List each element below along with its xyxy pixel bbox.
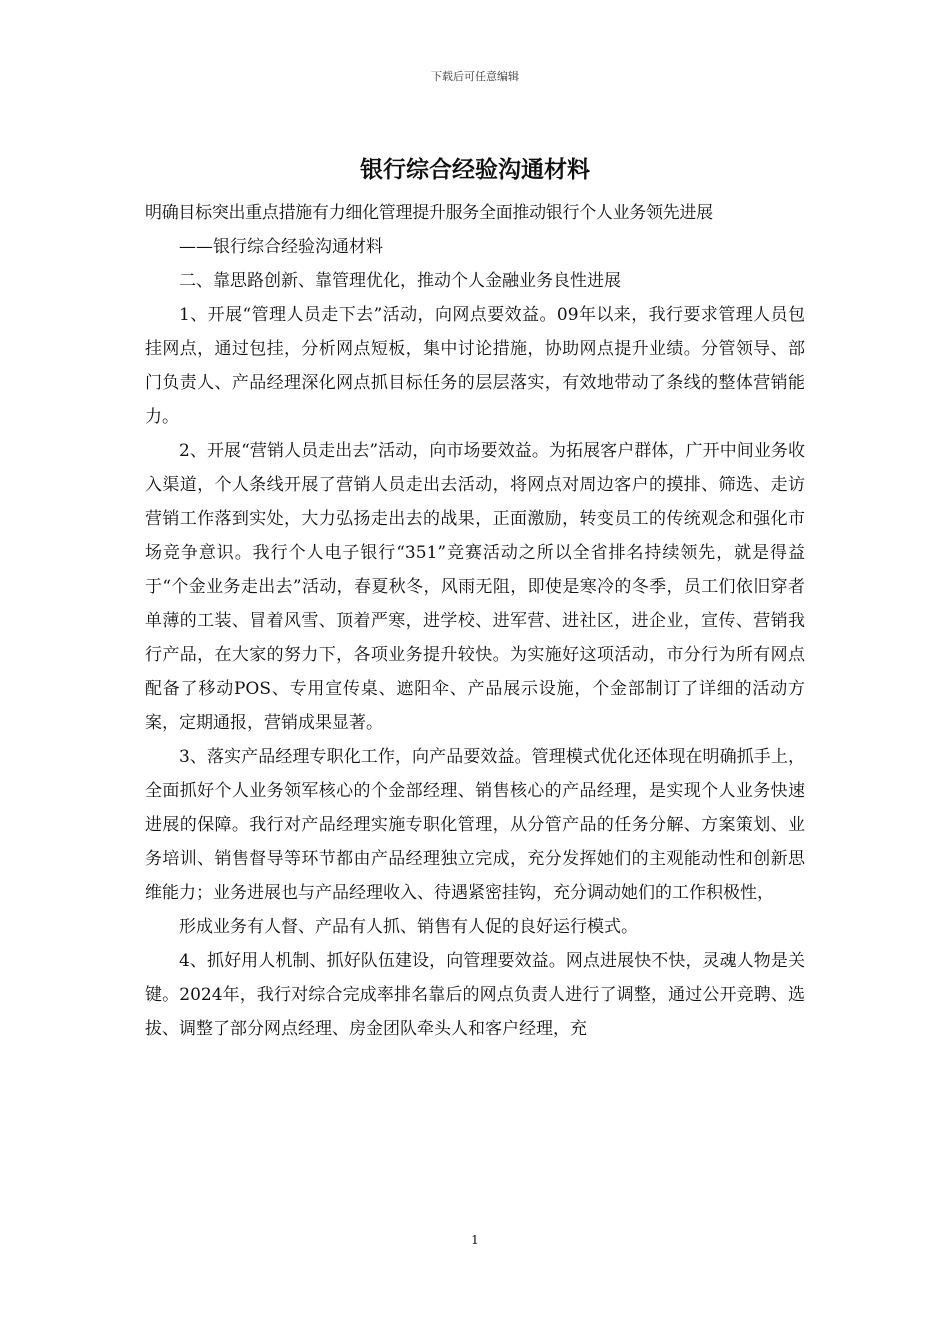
document-subtitle-secondary: ——银行综合经验沟通材料 — [179, 237, 383, 257]
paragraph-3: 3、落实产品经理专职化工作，向产品要效益。管理模式优化还体现在明确抓手上，全面抓好个人业务领军核心的个金部经理、销售核心的产品经理，是实现个人业务快速进展的保障。我行对产品经理实施专职化管理，从分管产品的任务分解、方案策划、业务培训、销售督导等环节都由产品经理独立完成，充分发挥她们的主观能动性和创新思维能力；业务进展也与产品经理收入、待遇紧密挂钩，充分调动她们的工作积极性， — [145, 747, 805, 903]
section-heading: 二、靠思路创新、靠管理优化，推动个人金融业务良性进展 — [179, 271, 621, 291]
paragraph-1: 1、开展“管理人员走下去”活动，向网点要效益。09年以来，我行要求管理人员包挂网点，通过包挂，分析网点短板，集中讨论措施，协助网点提升业绩。分管领导、部门负责人、产品经理深化网点抓目标任务的层层落实，有效地带动了条线的整体营销能力。 — [145, 305, 805, 427]
document-title: 银行综合经验沟通材料 — [360, 156, 590, 183]
document-body — [145, 196, 805, 1046]
document-subtitle: 明确目标突出重点措施有力细化管理提升服务全面推动银行个人业务领先进展 — [145, 203, 713, 223]
paragraph-2: 2、开展“营销人员走出去”活动，向市场要效益。为拓展客户群体，广开中间业务收入渠道，个人条线开展了营销人员走出去活动，将网点对周边客户的摸排、筛选、走访营销工作落到实处，大力弘扬走出去的战果，正面激励，转变员工的传统观念和强化市场竞争意识。我行个人电子银行“351”竞赛活动之所以全省排名持续领先，就是得益于“个金业务走出去”活动，春夏秋冬，风雨无阻，即使是寒冷的冬季，员工们依旧穿者单薄的工装、冒着风雪、顶着严寒，进学校、进军营、进社区，进企业，宣传、营销我行产品，在大家的努力下，各项业务提升较快。为实施好这项活动，市分行为所有网点配备了移动POS、专用宣传桌、遮阳伞、产品展示设施，个金部制订了详细的活动方案，定期通报，营销成果显著。 — [145, 441, 805, 733]
header-note: 下载后可任意编辑 — [431, 70, 519, 83]
paragraph-4: 4、抓好用人机制、抓好队伍建设，向管理要效益。网点进展快不快，灵魂人物是关键。2024年，我行对综合完成率排名靠后的网点负责人进行了调整，通过公开竞聘、选拔、调整了部分网点经理、房金团队牵头人和客户经理，充 — [145, 951, 805, 1039]
page-number: 1 — [471, 1233, 479, 1247]
paragraph-3-continued: 形成业务有人督、产品有人抓、销售有人促的良好运行模式。 — [179, 917, 638, 937]
